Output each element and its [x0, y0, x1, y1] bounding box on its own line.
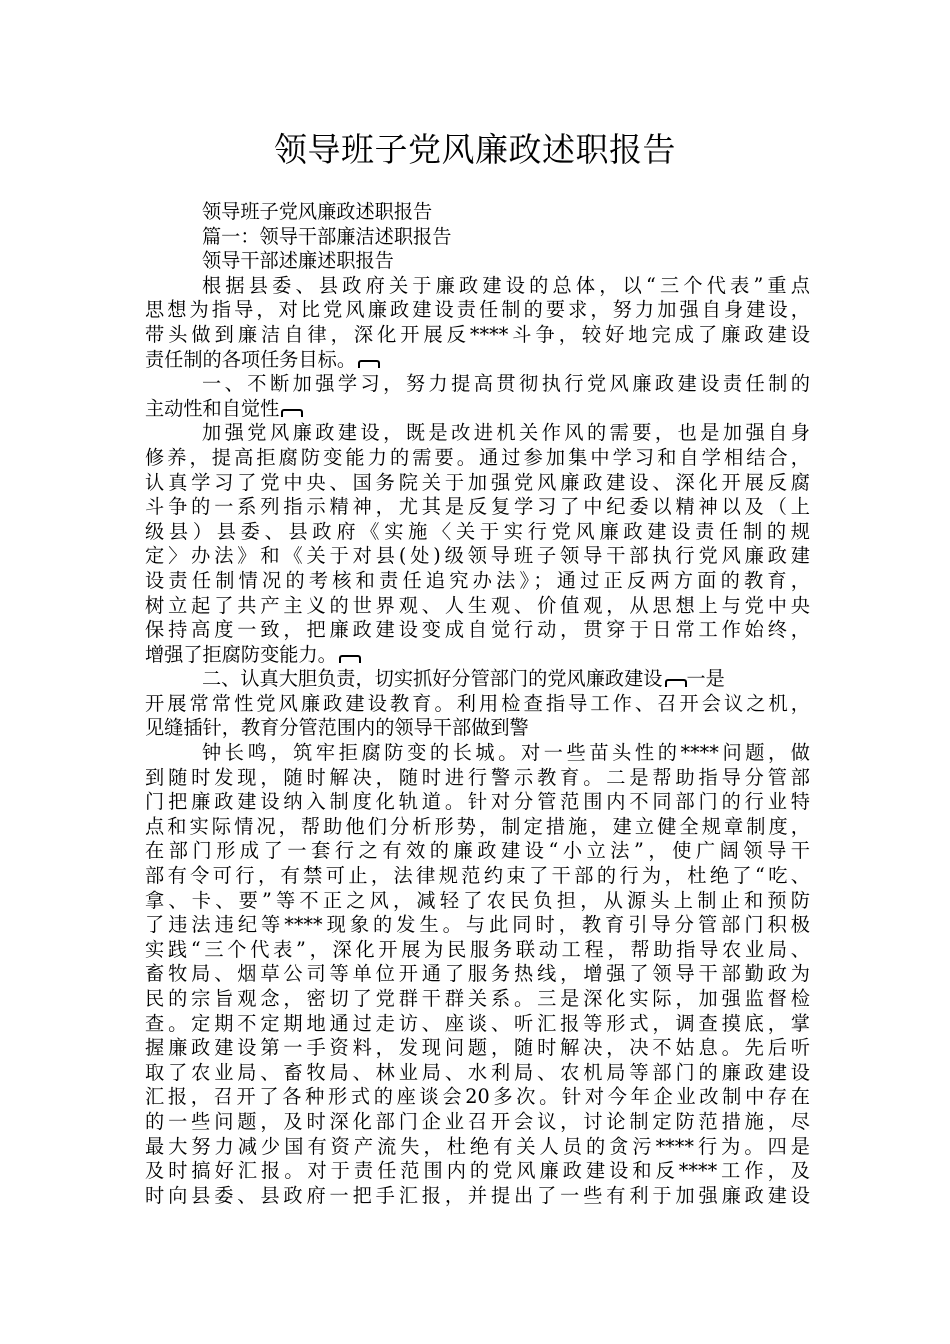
body-line: 定〉办法》和《关于对县(处)级领导班子领导干部执行党风廉政建 — [145, 544, 810, 568]
body-line: 取了农业局、畜牧局、林业局、水利局、农机局等部门的廉政建设 — [145, 1060, 810, 1084]
placeholder-mark-icon — [665, 679, 687, 687]
body-line: 设责任制情况的考核和责任追究办法》；通过正反两方面的教育， — [145, 568, 810, 592]
body-line: 一、不断加强学习，努力提高贯彻执行党风廉政建设责任制的 — [202, 372, 810, 396]
body-line: 修养，提高拒腐防变能力的需要。通过参加集中学习和自学相结合， — [145, 445, 810, 469]
body-line — [145, 667, 810, 692]
body-line: 钟长鸣，筑牢拒腐防变的长城。对一些苗头性的****问题，做 — [202, 741, 810, 765]
body-line — [145, 643, 810, 668]
placeholder-mark-icon — [358, 360, 380, 368]
body-line: 点和实际情况，帮助他们分析形势，制定措施，建立健全规章制度， — [145, 814, 810, 838]
body-line: 保持高度一致，把廉政建设变成自觉行动，贯穿于日常工作始终， — [145, 618, 810, 642]
body-line: 查。定期不定期地通过走访、座谈、听汇报等形式，调查摸底，掌 — [145, 1011, 810, 1035]
document-body — [145, 200, 810, 1208]
body-line: 加强党风廉政建设，既是改进机关作风的需要，也是加强自身 — [202, 421, 810, 445]
body-line — [145, 348, 810, 373]
body-line: 树立起了共产主义的世界观、人生观、价值观，从思想上与党中央 — [145, 593, 810, 617]
body-line: 的一些问题，及时深化部门企业召开会议，讨论制定防范措施，尽 — [145, 1109, 810, 1133]
body-line-text: 一是 — [686, 667, 725, 691]
body-line: 带头做到廉洁自律，深化开展反****斗争，较好地完成了廉政建设 — [145, 322, 810, 346]
subtitle-line: 领导班子党风廉政述职报告 — [202, 200, 433, 223]
body-line: 汇报，召开了各种形式的座谈会20多次。针对今年企业改制中存在 — [145, 1085, 810, 1109]
body-line: 见缝插针，教育分管范围内的领导干部做到警 — [145, 716, 529, 740]
body-line-text: 增强了拒腐防变能力。 — [145, 642, 337, 666]
body-line-text: 主动性和自觉性 — [145, 396, 280, 420]
body-line: 根据县委、县政府关于廉政建设的总体，以“三个代表”重点 — [202, 273, 810, 297]
body-line: 到随时发现，随时解决，随时进行警示教育。二是帮助指导分管部 — [145, 765, 810, 789]
body-line: 民的宗旨观念，密切了党群干群关系。三是深化实际，加强监督检 — [145, 987, 810, 1010]
body-line: 思想为指导，对比党风廉政建设责任制的要求，努力加强自身建设， — [145, 298, 810, 322]
body-line: 门把廉政建设纳入制度化轨道。针对分管范围内不同部门的行业特 — [145, 790, 810, 814]
body-line: 握廉政建设第一手资料，发现问题，随时解决，决不姑息。先后听 — [145, 1036, 810, 1060]
body-line: 认真学习了党中央、国务院关于加强党风廉政建设、深化开展反腐 — [145, 470, 810, 494]
body-line-text: 责任制的各项任务目标。 — [145, 347, 357, 371]
body-line: 部有令可行，有禁可止，法律规范约束了干部的行为，杜绝了“吃、 — [145, 864, 810, 888]
body-line: 最大努力减少国有资产流失，杜绝有关人员的贪污****行为。四是 — [145, 1134, 810, 1158]
body-line: 在部门形成了一套行之有效的廉政建设“小立法”，使广阔领导干 — [145, 839, 810, 863]
body-line: 实践“三个代表”，深化开展为民服务联动工程，帮助指导农业局、 — [145, 937, 810, 961]
report-heading: 领导干部述廉述职报告 — [202, 249, 394, 273]
placeholder-mark-icon — [339, 655, 361, 663]
body-line: 及时搞好汇报。对于责任范围内的党风廉政建设和反****工作，及 — [145, 1159, 810, 1183]
document-title: 领导班子党风廉政述职报告 — [274, 130, 676, 169]
body-line: 斗争的一系列指示精神，尤其是反复学习了中纪委以精神以及（上 — [145, 495, 810, 519]
body-line: 畜牧局、烟草公司等单位开通了服务热线，增强了领导干部勤政为 — [145, 962, 810, 986]
body-line-text: 二、认真大胆负责，切实抓好分管部门的党风廉政建设 — [202, 667, 663, 691]
body-line — [145, 397, 810, 422]
body-line: 级县）县委、县政府《实施〈关于实行党风廉政建设责任制的规 — [145, 519, 810, 543]
section-heading: 篇一：领导干部廉洁述职报告 — [202, 224, 452, 248]
body-line: 开展常常性党风廉政建设教育。利用检查指导工作、召开会议之机， — [145, 691, 810, 715]
body-line: 拿、卡、要”等不正之风，减轻了农民负担，从源头上制止和预防 — [145, 888, 810, 912]
body-line: 时向县委、县政府一把手汇报，并提出了一些有利于加强廉政建设 — [145, 1183, 810, 1207]
placeholder-mark-icon — [281, 409, 303, 417]
body-line: 了违法违纪等****现象的发生。与此同时，教育引导分管部门积极 — [145, 913, 810, 937]
